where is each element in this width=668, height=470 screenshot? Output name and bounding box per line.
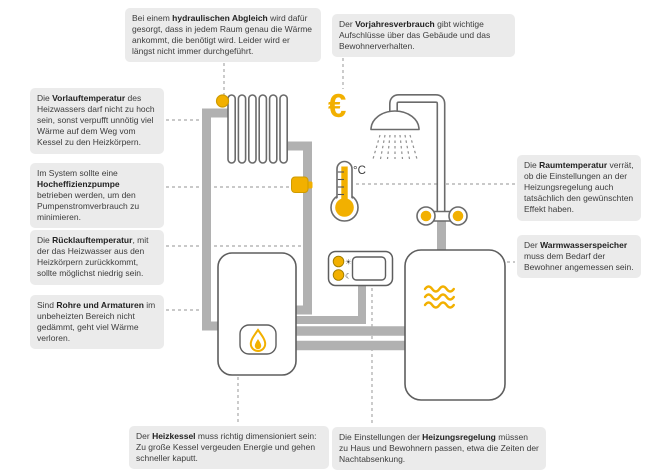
callout-text: Der <box>136 431 153 441</box>
moon-icon: ☾ <box>345 271 352 281</box>
callout-text: muss dem Bedarf der Bewohner angemessen sein. <box>524 251 634 272</box>
water-tank <box>405 250 505 400</box>
callout-text: Die <box>524 160 540 170</box>
callout-vorjahresverbrauch <box>332 14 515 57</box>
callout-text: Im System sollte eine <box>37 168 118 178</box>
callout-text: muss richtig dimensioniert sein: Zu große Kessel vergeuden Energie und gehen schneller kaputt. <box>136 431 317 463</box>
callout-rohre-armaturen <box>30 295 164 349</box>
callout-ruecklauftemperatur <box>30 230 164 285</box>
callout-hocheffizienzpumpe <box>30 163 164 228</box>
radiator-valve-icon <box>217 95 229 107</box>
callout-keyword: Heizkessel <box>152 431 196 441</box>
panel-display <box>353 257 386 280</box>
callout-keyword: Heizungsregelung <box>422 432 496 442</box>
callout-keyword: Raumtemperatur <box>539 160 608 170</box>
sun-icon: ☀ <box>345 257 352 267</box>
callout-text: betrieben werden, um den Pumpenstromverbrauch zu minimieren. <box>37 190 140 222</box>
callout-keyword: Vorlauftemperatur <box>52 93 126 103</box>
callout-text: , mit der das Heizwasser aus den Heizkörpern zurückkommt, sollte möglichst niedrig sein. <box>37 235 149 278</box>
callout-text: Die Einstellungen der <box>339 432 423 442</box>
callout-text: verrät, ob die Einstellungen an der Heizungsregelung auch tatsächlich den gewünschten Effekt haben. <box>524 160 634 214</box>
callout-text: müssen zu Haus und Bewohnern passen, etwa die Zeiten der Nachtabsenkung. <box>339 432 539 464</box>
celsius-label: °C <box>353 165 366 177</box>
shower-spray-icon <box>373 135 417 159</box>
callout-text: Sind <box>37 300 57 310</box>
callout-text: Die <box>37 93 53 103</box>
callout-keyword: hydraulischen Abgleich <box>172 13 268 23</box>
callout-text: im unbeheizten Bereich nicht gedämmt, geht viel Wärme verloren. <box>37 300 156 343</box>
callout-heizungsregelung <box>332 427 546 470</box>
callout-keyword: Hocheffizienzpumpe <box>37 179 120 189</box>
callout-text: des Heizwassers darf nicht zu hoch sein, sonst verpufft unnötig viel Wärme auf dem Weg vom Kessel zu den Heizkörpern. <box>37 93 155 147</box>
callout-raumtemperatur <box>517 155 641 221</box>
callout-text: Der <box>339 19 356 29</box>
callout-keyword: Warmwasserspeicher <box>540 240 628 250</box>
callout-keyword: Rücklauftemperatur <box>52 235 133 245</box>
euro-icon: € <box>328 87 347 124</box>
callout-text: Bei einem <box>132 13 173 23</box>
shower-head-icon <box>371 111 419 130</box>
thermometer-icon <box>331 162 366 222</box>
callout-hydraulischer-abgleich <box>125 8 321 62</box>
callout-keyword: Vorjahresverbrauch <box>355 19 435 29</box>
callout-warmwasserspeicher <box>517 235 641 278</box>
boiler <box>218 253 296 375</box>
thermostat-panel <box>329 252 393 286</box>
callout-text: gibt wichtige Aufschlüsse über das Gebäude und das Bewohnerverhalten. <box>339 19 491 51</box>
callout-vorlauftemperatur <box>30 88 164 154</box>
day-setting-knob <box>333 256 344 267</box>
radiator <box>217 95 288 163</box>
shower <box>371 99 467 226</box>
callout-text: Die <box>37 235 53 245</box>
callout-text: wird dafür gesorgt, dass in jedem Raum genau die Wärme ankommt, die benötigt wird. Leider wird er längst nicht immer durchgeführt. <box>132 13 313 56</box>
callout-text: Der <box>524 240 541 250</box>
callout-heizkessel <box>129 426 329 469</box>
callout-keyword: Rohre und Armaturen <box>56 300 144 310</box>
night-setting-knob <box>333 270 344 281</box>
